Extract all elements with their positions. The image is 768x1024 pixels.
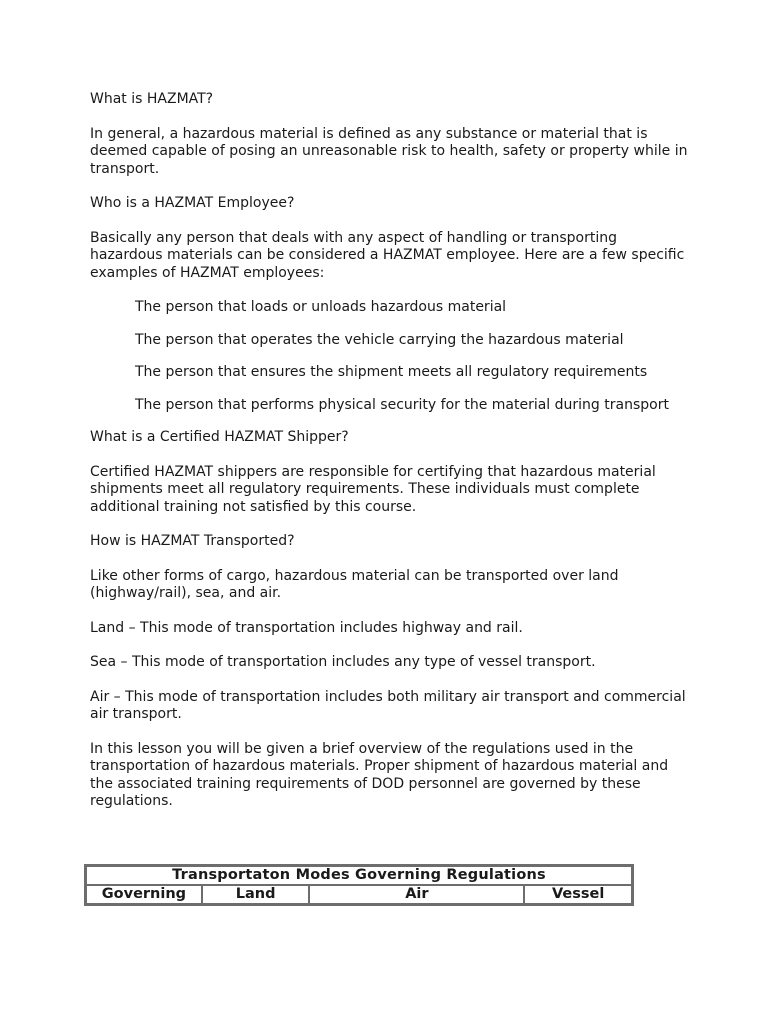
column-header-air: Air (309, 885, 524, 904)
paragraph-transported: Like other forms of cargo, hazardous material can be transported over land (highway/rail), sea, and air. (90, 567, 619, 601)
paragraph-air: Air – This mode of transportation includes both military air transport and commercial air transport. (90, 688, 686, 722)
heading-how-transported: How is HAZMAT Transported? (90, 533, 295, 549)
column-header-governing: Governing (86, 885, 202, 904)
paragraph-shipper: Certified HAZMAT shippers are responsible for certifying that hazardous material shipments meet all regulatory requirements. These individuals must complete additional training not satisfied by this course. (90, 463, 656, 515)
document-body (90, 91, 690, 828)
example-item: The person that ensures the shipment meets all regulatory requirements (135, 364, 648, 380)
paragraph-employee: Basically any person that deals with any aspect of handling or transporting hazardous materials can be considered a HAZMAT employee. Here are a few specific examples of HAZMAT employees: (90, 229, 685, 281)
column-header-land: Land (202, 885, 310, 904)
paragraph-lesson: In this lesson you will be given a brief overview of the regulations used in the transportation of hazardous materials. Proper shipment of hazardous material and the associated training requirements of DOD personnel are governed by these regulations. (90, 740, 669, 809)
table-header-row (86, 885, 632, 904)
regulations-table (84, 864, 634, 906)
example-item: The person that operates the vehicle carrying the hazardous material (135, 331, 624, 348)
paragraph-land: Land – This mode of transportation includes highway and rail. (90, 619, 523, 636)
example-item: The person that performs physical security for the material during transport (135, 396, 669, 413)
heading-certified-shipper: What is a Certified HAZMAT Shipper? (90, 429, 349, 445)
example-item: The person that loads or unloads hazardous material (135, 299, 507, 315)
paragraph-definition: In general, a hazardous material is defined as any substance or material that is deemed capable of posing an unreasonable risk to health, safety or property while in transport. (90, 125, 688, 177)
column-header-vessel: Vessel (524, 885, 632, 904)
heading-hazmat-employee: Who is a HAZMAT Employee? (90, 195, 295, 211)
paragraph-sea: Sea – This mode of transportation includes any type of vessel transport. (90, 654, 596, 670)
table-title: Transportaton Modes Governing Regulations (86, 866, 632, 885)
table-title-row (86, 866, 632, 885)
heading-what-is-hazmat: What is HAZMAT? (90, 91, 214, 107)
